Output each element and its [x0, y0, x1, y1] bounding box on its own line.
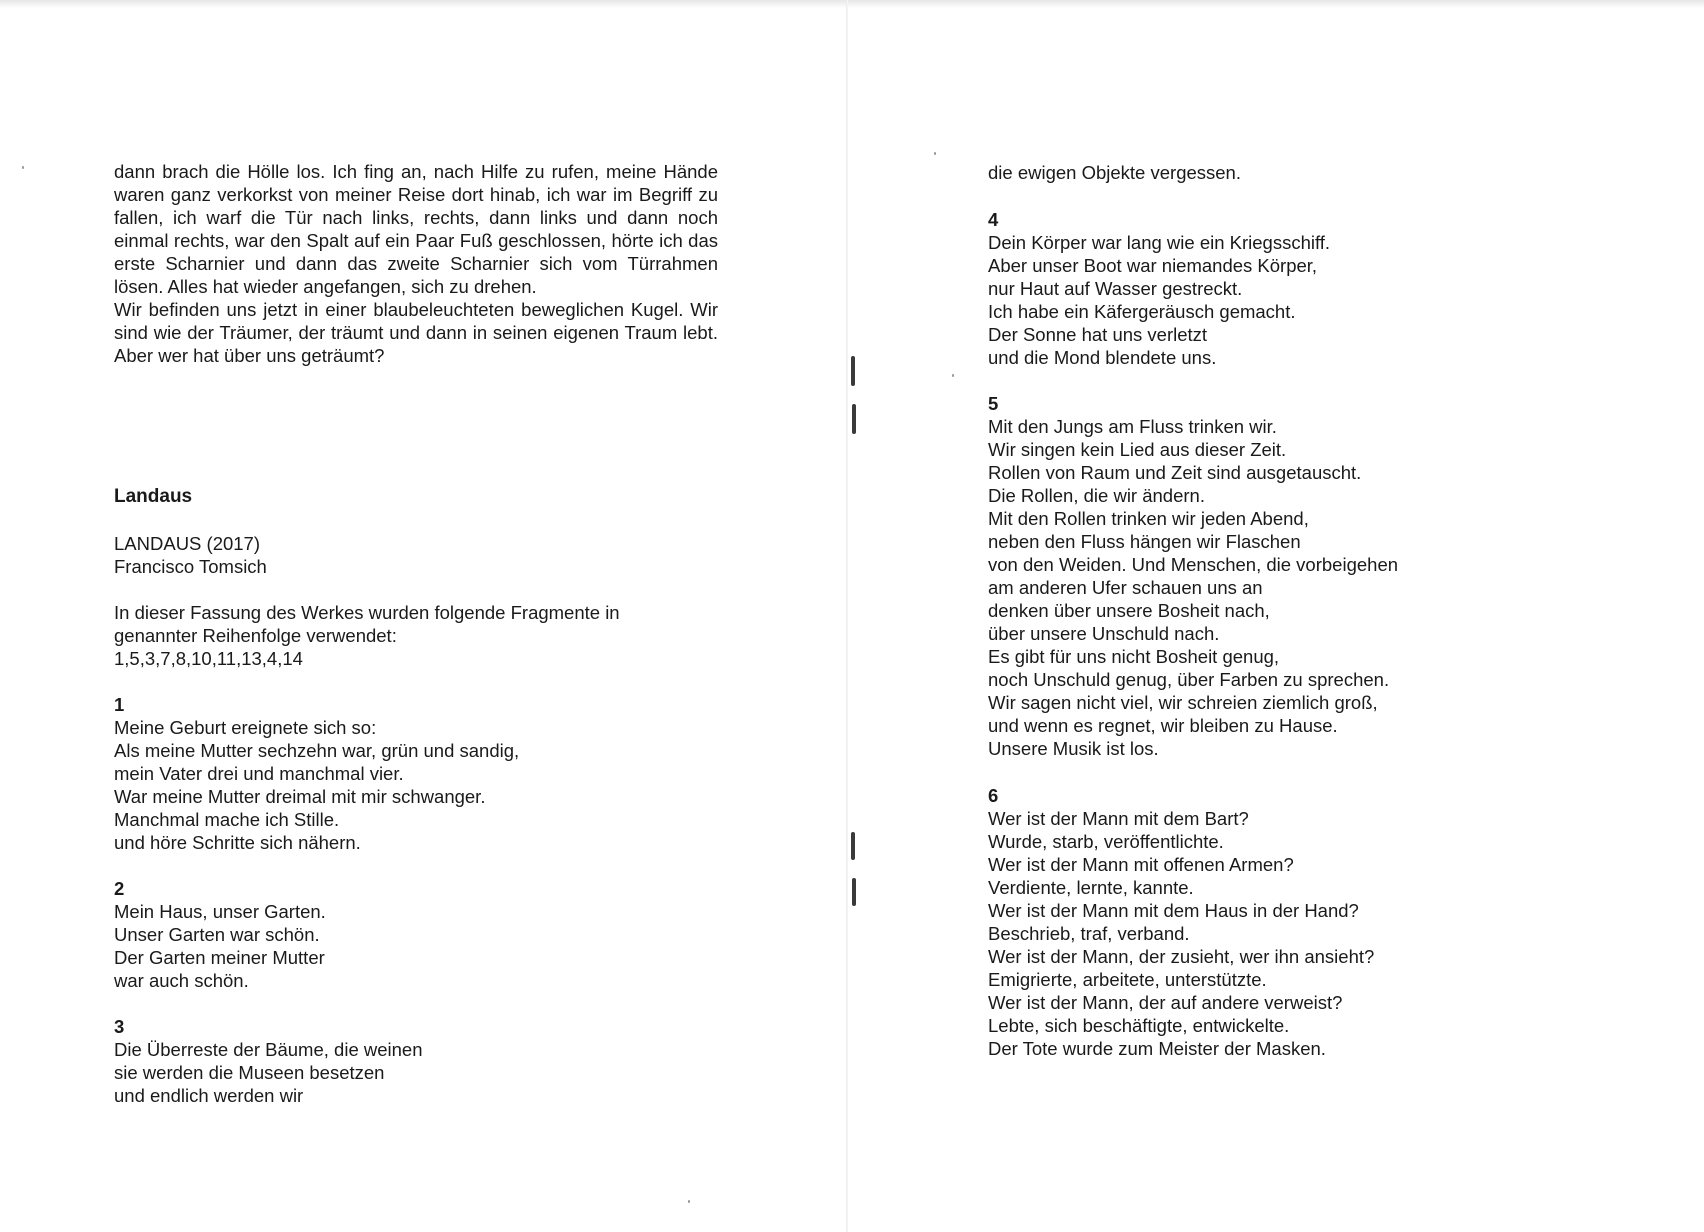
- verse-line: über unsere Unschuld nach.: [988, 623, 1220, 644]
- work-credits: [114, 532, 267, 578]
- prose-paragraph: dann brach die Hölle los. Ich fing an, nach Hilfe zu rufen, meine Hände waren ganz verkorkst von meiner Reise dort hinab, ich war im Begriff zu fallen, ich warf die Tür nach links, rechts, dann links und dann noch einmal rechts, war den Spalt auf ein Paar Fuß geschlossen, hörte ich das erste Scharnier und dann das zweite Scharnier sich vom Türrahmen lösen. Alles hat wieder angefangen, sich zu drehen.: [114, 161, 718, 297]
- scan-speck: [22, 166, 24, 169]
- verse-line: Die Rollen, die wir ändern.: [988, 485, 1205, 506]
- fragment-2: [114, 877, 326, 992]
- work-title: LANDAUS (2017): [114, 533, 261, 554]
- fragment-5: [988, 392, 1398, 760]
- verse-line: Manchmal mache ich Stille.: [114, 809, 340, 830]
- verse-line: Wir sagen nicht viel, wir schreien ziemlich groß,: [988, 692, 1378, 713]
- verse-line: noch Unschuld genug, über Farben zu sprechen.: [988, 669, 1390, 690]
- fragment-order: 1,5,3,7,8,10,11,13,4,14: [114, 648, 303, 669]
- scan-speck: [688, 1200, 690, 1203]
- verse-line: nur Haut auf Wasser gestreckt.: [988, 278, 1243, 299]
- verse-line: und höre Schritte sich nähern.: [114, 832, 361, 853]
- verse-line: Wurde, starb, veröffentlichte.: [988, 831, 1224, 852]
- fragment-3: [114, 1015, 423, 1107]
- verse-line: Als meine Mutter sechzehn war, grün und sandig,: [114, 740, 520, 761]
- verse-line: Rollen von Raum und Zeit sind ausgetauscht.: [988, 462, 1362, 483]
- verse-line: Wer ist der Mann mit offenen Armen?: [988, 854, 1294, 875]
- section-title: Landaus: [114, 486, 193, 507]
- verse-line: mein Vater drei und manchmal vier.: [114, 763, 404, 784]
- verse-line: und wenn es regnet, wir bleiben zu Hause.: [988, 715, 1338, 736]
- verse-line: Mit den Jungs am Fluss trinken wir.: [988, 416, 1277, 437]
- verse-line: Die Überreste der Bäume, die weinen: [114, 1039, 423, 1060]
- fragment-number: 1: [114, 694, 125, 715]
- verse-line: War meine Mutter dreimal mit mir schwanger.: [114, 786, 486, 807]
- right-page: [848, 0, 1704, 1232]
- scan-speck: [934, 152, 936, 155]
- fragment-6: [988, 784, 1374, 1060]
- continued-verse: [988, 161, 1241, 184]
- verse-line: Unsere Musik ist los.: [988, 738, 1159, 759]
- fragment-number: 5: [988, 393, 999, 414]
- verse-line: von den Weiden. Und Menschen, die vorbeigehen: [988, 554, 1399, 575]
- verse-line: Der Tote wurde zum Meister der Masken.: [988, 1038, 1326, 1059]
- verse-line: Emigrierte, arbeitete, unterstützte.: [988, 969, 1267, 990]
- author-name: Francisco Tomsich: [114, 556, 267, 577]
- fragment-number: 6: [988, 785, 999, 806]
- verse-line: Ich habe ein Käfergeräusch gemacht.: [988, 301, 1296, 322]
- verse-line: Es gibt für uns nicht Bosheit genug,: [988, 646, 1280, 667]
- verse-line: Verdiente, lernte, kannte.: [988, 877, 1194, 898]
- verse-line: Mit den Rollen trinken wir jeden Abend,: [988, 508, 1309, 529]
- verse-line: Unser Garten war schön.: [114, 924, 320, 945]
- verse-line: Mein Haus, unser Garten.: [114, 901, 326, 922]
- verse-line: Aber unser Boot war niemandes Körper,: [988, 255, 1318, 276]
- verse-line: Dein Körper war lang wie ein Kriegsschiff.: [988, 232, 1331, 253]
- verse-line: war auch schön.: [114, 970, 249, 991]
- verse-line: und die Mond blendete uns.: [988, 347, 1217, 368]
- edition-note-line: In dieser Fassung des Werkes wurden folgende Fragmente in: [114, 602, 620, 623]
- verse-line: am anderen Ufer schauen uns an: [988, 577, 1263, 598]
- verse-line: Lebte, sich beschäftigte, entwickelte.: [988, 1015, 1290, 1036]
- verse-line: Der Garten meiner Mutter: [114, 947, 325, 968]
- verse-line: sie werden die Museen besetzen: [114, 1062, 385, 1083]
- continued-prose: [114, 160, 718, 367]
- verse-line: Wir singen kein Lied aus dieser Zeit.: [988, 439, 1287, 460]
- left-page: [0, 0, 846, 1232]
- scan-speck: [952, 374, 954, 377]
- verse-line: Wer ist der Mann mit dem Haus in der Hand?: [988, 900, 1359, 921]
- fragment-number: 3: [114, 1016, 125, 1037]
- verse-line: Der Sonne hat uns verletzt: [988, 324, 1208, 345]
- verse-line: die ewigen Objekte vergessen.: [988, 162, 1241, 183]
- verse-line: Wer ist der Mann, der zusieht, wer ihn ansieht?: [988, 946, 1375, 967]
- verse-line: Meine Geburt ereignete sich so:: [114, 717, 377, 738]
- fragment-number: 2: [114, 878, 125, 899]
- fragment-1: [114, 693, 519, 854]
- verse-line: Wer ist der Mann mit dem Bart?: [988, 808, 1249, 829]
- verse-line: denken über unsere Bosheit nach,: [988, 600, 1270, 621]
- verse-line: Wer ist der Mann, der auf andere verweist?: [988, 992, 1343, 1013]
- edition-note: [114, 601, 714, 670]
- edition-note-line: genannter Reihenfolge verwendet:: [114, 625, 397, 646]
- verse-line: und endlich werden wir: [114, 1085, 304, 1106]
- verse-line: Beschrieb, traf, verband.: [988, 923, 1190, 944]
- verse-line: neben den Fluss hängen wir Flaschen: [988, 531, 1301, 552]
- prose-paragraph: Wir befinden uns jetzt in einer blaubeleuchteten beweglichen Kugel. Wir sind wie der Träumer, der träumt und dann in seinen eigenen Traum lebt. Aber wer hat über uns geträumt?: [114, 299, 718, 366]
- fragment-number: 4: [988, 209, 999, 230]
- fragment-4: [988, 208, 1330, 369]
